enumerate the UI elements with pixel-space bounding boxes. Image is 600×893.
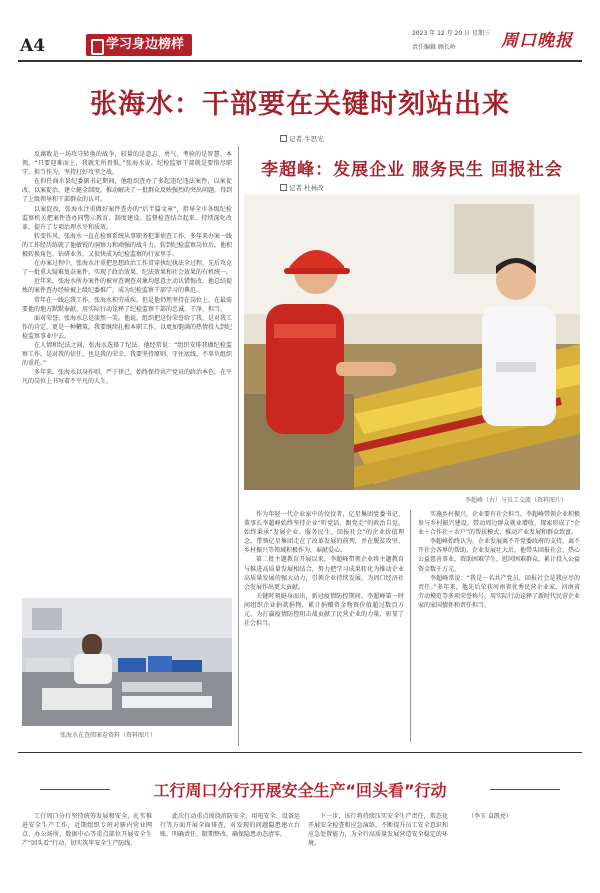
article2-paragraph: 李超峰始终认为，企业发展离不开党委政府的支持，离不开社会各界的帮助。企业发展壮大后，他带头回报社会，热心公益慈善事业，资助困难学生，慰问困难群众，累计投入公益资金数千万元。 <box>418 538 580 573</box>
article1-photo-caption: 张海水在查阅案卷资料（资料图片） <box>60 732 157 739</box>
article3-column-1 <box>22 812 152 887</box>
page-number: A4 <box>20 36 46 56</box>
article1-paragraph: 面对荣誉，张海水总是淡然一笑。他说，组织把这份荣誉给了我，是对我工作的肯定，更是一种鞭策。我要继续扎根本职工作，以更加饱满的热情投入到纪检监察事业中去。 <box>22 314 232 340</box>
section-divider <box>18 752 582 753</box>
article3-paragraph: 工行周口分行坚持统筹发展和安全，扎实推进安全生产工作，近期组织专班对辖内营业网点、办公场所、数据中心等重点部位开展安全生产“回头看”行动，切实筑牢安全生产防线。 <box>22 813 152 848</box>
article3-paragraph: 下一步，该行将持续压实安全生产责任，常态化开展安全检查和应急演练，不断提升员工安全意识和应急处置能力，为全行高质量发展营造安全稳定的环境。 <box>308 813 448 848</box>
article2-photo <box>244 194 580 490</box>
newspaper-logo: 周口晚报 <box>501 31 573 51</box>
article3-column-4 <box>456 812 580 887</box>
article1-body <box>22 150 232 592</box>
editor-credit: 责任编辑 顾长岭 <box>412 44 456 51</box>
article2-column-1 <box>244 510 404 742</box>
column-divider <box>410 510 411 742</box>
article1-byline: 记者 牛思光 <box>280 134 324 143</box>
article2-paragraph: 实施乡村振兴，企业要有社会担当。李超峰带领企业积极参与乡村振兴建设，带动周边群众就业增收，探索形成了“企业＋合作社＋农户”的帮扶模式，推动产业发展和群众致富。 <box>418 511 580 537</box>
article1-paragraph: 在人情和纪法之间，张海水选择了纪法。他经常说：“组织安排我做纪检监察工作，是对我的信任，也是我的荣幸，我要坚持原则、守住底线，不辜负组织的重托。” <box>22 341 232 368</box>
issue-date: 2023 年 12 月 20 日 星期三 <box>412 30 490 37</box>
article3-title: 工行周口分行开展安全生产“回头看”行动 <box>153 781 447 800</box>
article2-paragraph: 第二批主题教育开展以来，李超峰带领企业将主题教育与推进高质量发展相结合，努力把学习成果转化为推动企业高质量发展的强大动力，引领企业持续发展，为周口经济社会发展作出更大贡献。 <box>244 556 404 591</box>
article2-paragraph: 李超峰常说：“我是一名共产党员，回报社会是我应尽的责任。”多年来，他先后荣获河南省优秀民营企业家、河南省劳动模范等多项荣誉称号，用实际行动诠释了新时代民营企业家的家国情怀和责任担当。 <box>418 574 580 609</box>
column-divider <box>238 146 239 746</box>
article1-paragraph: 在办案过程中，张海水注重把思想政治工作贯穿执纪执法全过程，先后攻克了一批重大疑难复杂案件，实现了政治效果、纪法效果和社会效果的有机统一。 <box>22 260 232 277</box>
article3-paragraph: 此次行动重点围绕消防安全、用电安全、设备运行等方面开展全面排查，对发现的问题隐患建立台账、明确责任、限期整改，确保隐患动态清零。 <box>160 813 300 839</box>
section-tag: 学习身边榜样 <box>86 34 192 56</box>
article1-paragraph: 近年来，张海水所办案件的被审查调查对象均愿意主动认错悔改，他总结提炼的案件查办经验被上级纪委推广，成为纪检监察干部学习的典范。 <box>22 278 232 295</box>
article2-paragraph: 作为年轻一代企业家中的佼佼者，亿星集团党委书记、董事长李超峰始终坚持企业“听党话、跟党走”的政治自觉，始终秉承“发展企业、服务民生、回报社会”的企业价值理念，带领亿星集团走在了改革发展的前列，并在脱贫攻坚、乡村振兴等领域积极作为，奉献爱心。 <box>244 511 404 555</box>
article2-paragraph: 关键时刻挺身而出，新冠疫情防控期间，李超峰第一时间组织企业捐款捐物，累计捐赠资金物资价值超过数百万元，为打赢疫情防控阻击战贡献了民营企业的力量，彰显了社会担当。 <box>244 592 404 628</box>
article1-paragraph: 多年来，张海水以身作则、严于律己，始终保持共产党员的政治本色，在平凡的岗位上书写着不平凡的人生。 <box>22 369 232 386</box>
title-rule-right <box>490 789 560 790</box>
article1-paragraph: 常年在一线忘我工作，张海水积劳成疾。但是他仍然坚持在岗位上，在最需要他的地方默默奉献，用实际行动诠释了纪检监察干部的忠诚、干净、担当。 <box>22 296 232 313</box>
header-rule <box>18 60 582 62</box>
article3-column-3 <box>308 812 448 887</box>
article2-title: 李超峰：发展企业 服务民生 回报社会 <box>261 160 563 180</box>
article1-photo <box>22 598 232 726</box>
article2-byline: 记者 杜林改 <box>280 183 324 192</box>
article1-paragraph: 转变作风，张海水一直在检察系统从事职务犯罪侦查工作，多年来办案一线的工作经历练就了他敏锐的洞察力和顽强的战斗力。转到纪检监察岗位后，他积极转换角色、钻研业务，又很快成为纪检监察的行家里手。 <box>22 232 232 259</box>
article1-title: 张海水：干部要在关键时刻站出来 <box>90 89 510 120</box>
article2-column-2 <box>418 510 580 742</box>
article1-paragraph: 反腐败是一场攻守转换的战争，较量的是意志、勇气、考验的是智慧、本领。“只要迎难而上，我就无所畏惧。”张海水说。纪检监察干部就是要恪尽职守、担当作为，坚持打好攻坚之战。 <box>22 151 232 177</box>
article3-column-2 <box>160 812 300 887</box>
article2-photo-caption: 李超峰（右）与员工交流（资料图片） <box>465 497 568 504</box>
article3-byline: （李玉 袁凯亮） <box>468 813 512 820</box>
article1-paragraph: 以案促改，张海水注重做好案件查办的“后半篇文章”，指导全市各级纪检监察机关把案件查办同警示教育、制度建设、监督检查结合起来，持续深化改革，提升了专项治理水平和质效。 <box>22 205 232 231</box>
article1-paragraph: 在担任商水县纪委副书记期间，他组织查办了多起违纪违法案件，以案促改、以案促治，建立健全制度，推动解决了一批群众反映强烈的突出问题，得到了上级领导和干部群众的认可。 <box>22 178 232 204</box>
